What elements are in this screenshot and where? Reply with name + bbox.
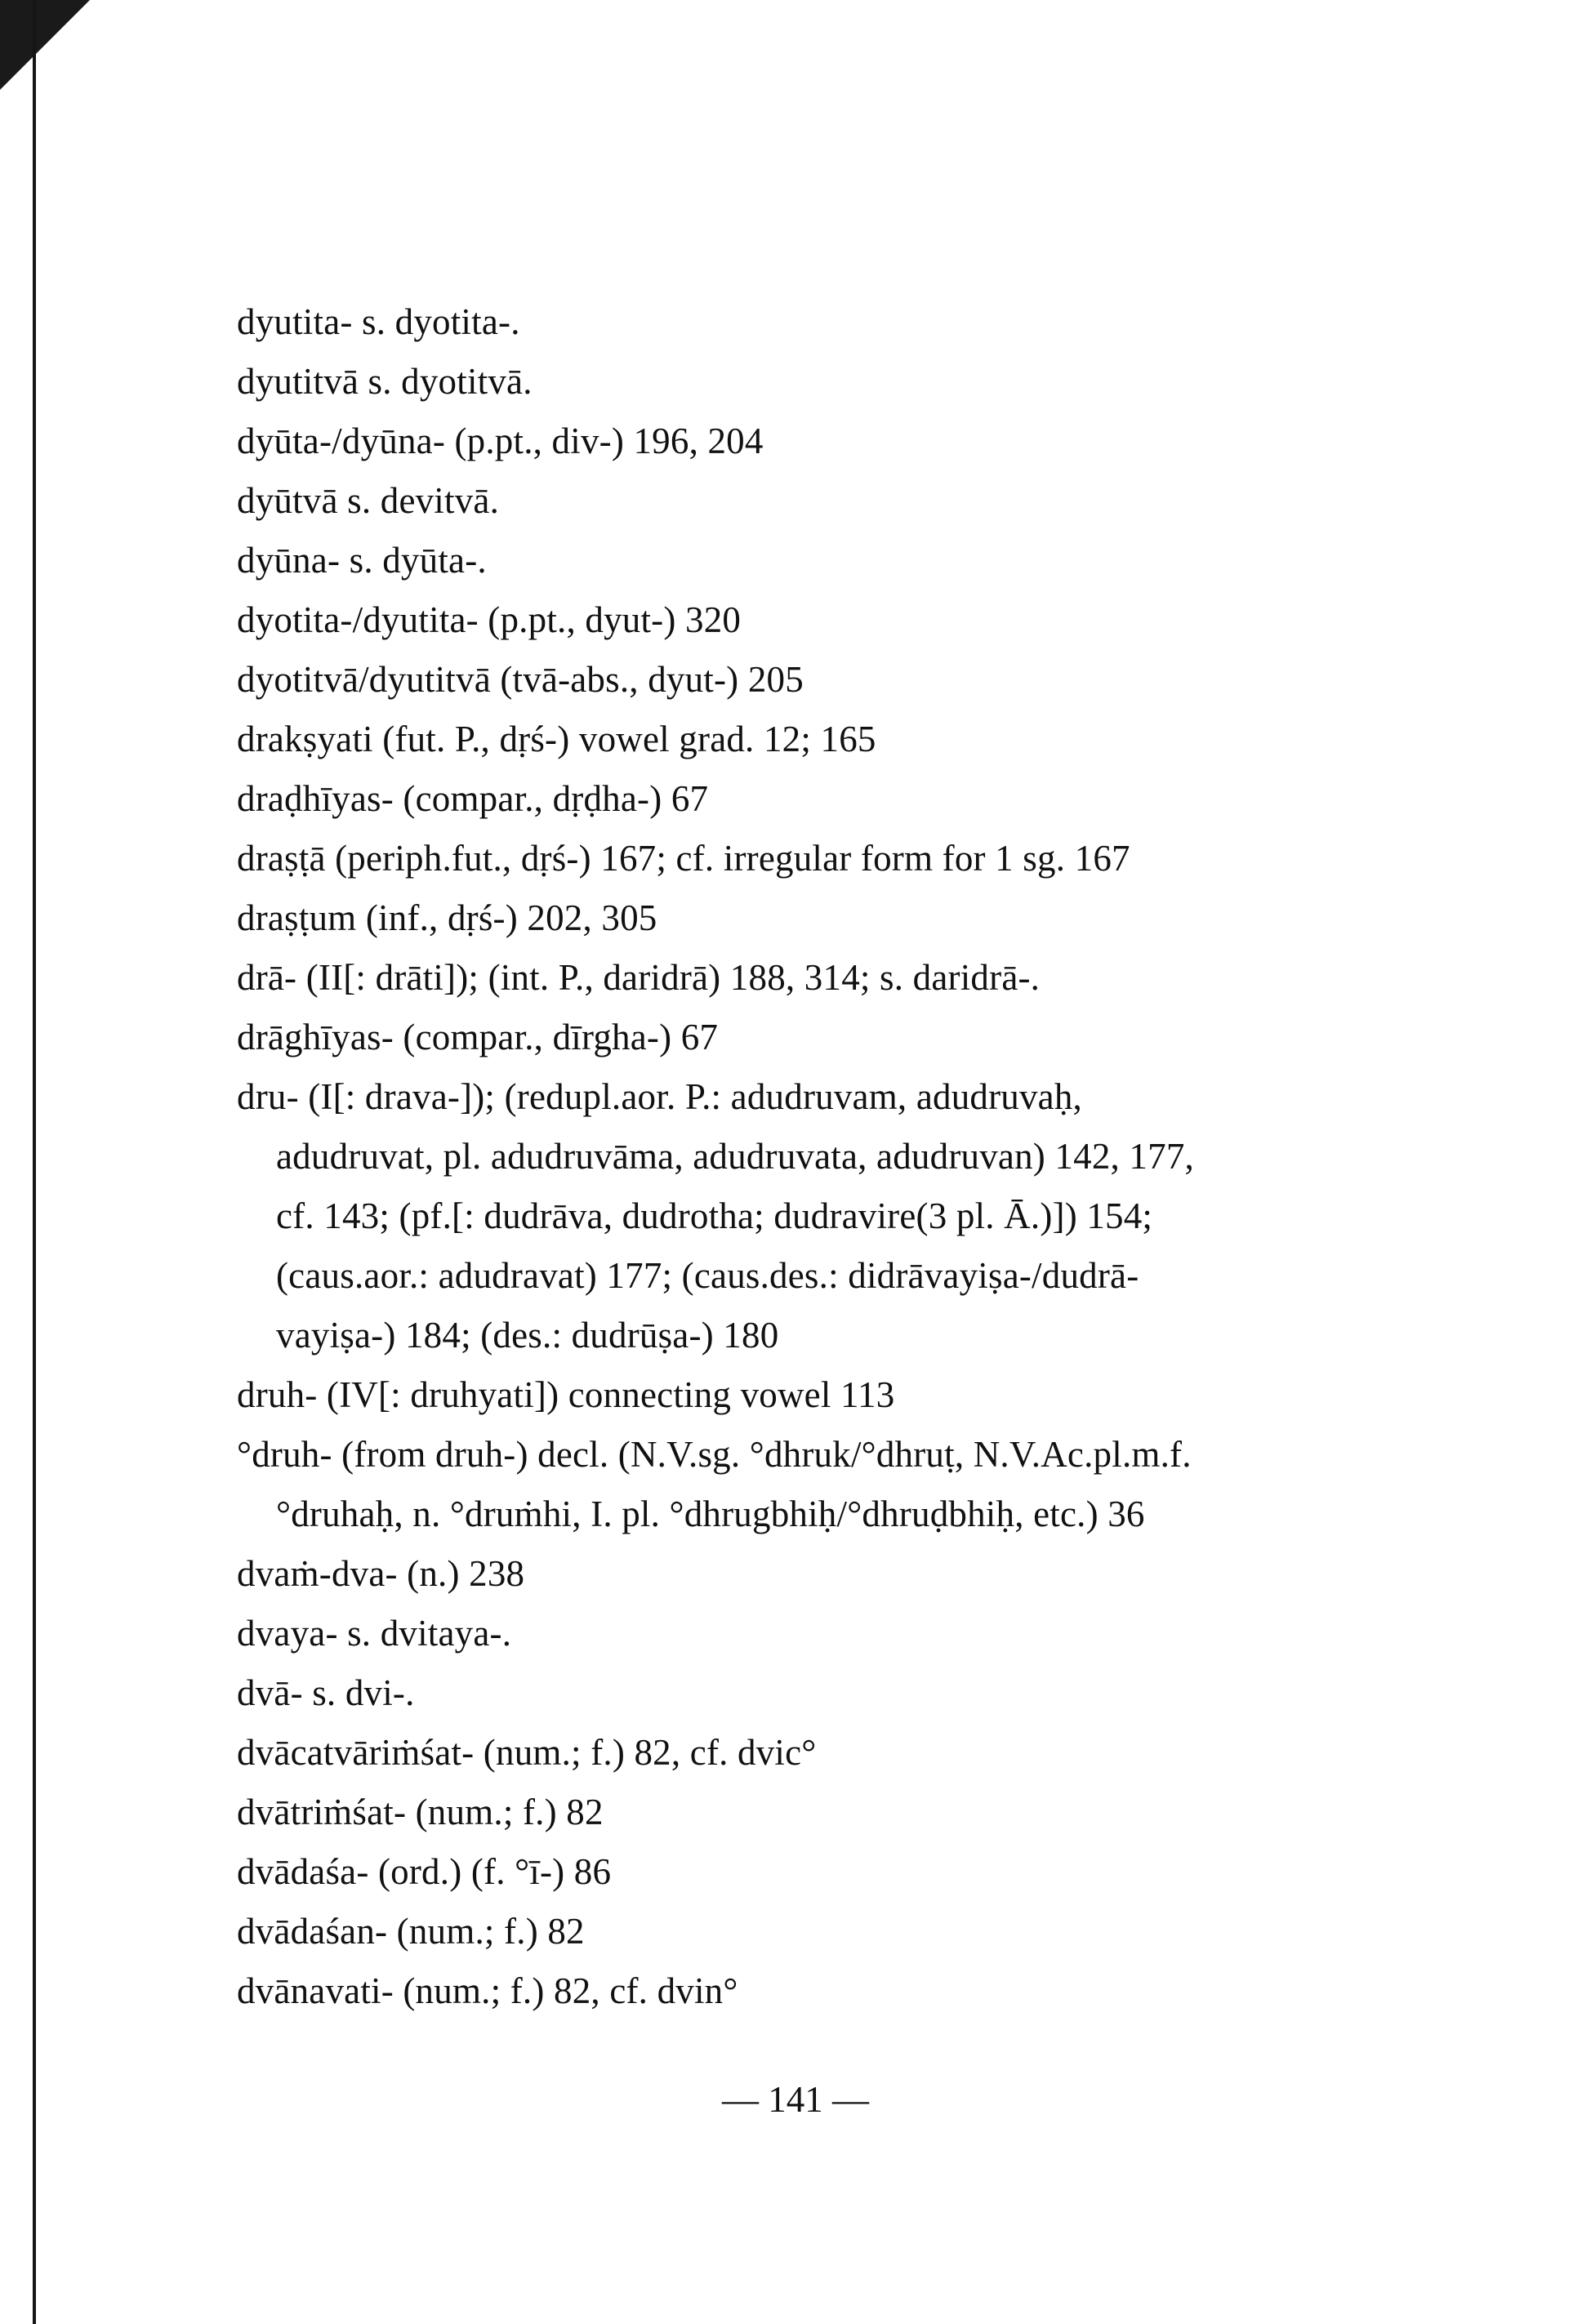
index-entry: dyutita- s. dyotita-. <box>237 301 520 342</box>
page-number: — 141 — <box>722 2079 869 2120</box>
index-entry-list <box>237 292 1397 2021</box>
index-entry: dyūta-/dyūna- (p.pt., div-) 196, 204 <box>237 421 764 461</box>
index-entry: dvā- s. dvi-. <box>237 1672 415 1713</box>
index-entry: drakṣyati (fut. P., dṛś-) vowel grad. 12; 165 <box>237 719 876 759</box>
index-entry: dvātriṁśat- (num.; f.) 82 <box>237 1792 604 1832</box>
index-entry-continuation: °druhaḥ, n. °druṁhi, I. pl. °dhrugbhiḥ/°dhruḍbhiḥ, etc.) 36 <box>276 1494 1145 1534</box>
index-entry: dyūtvā s. devitvā. <box>237 480 500 521</box>
index-entry: dvaya- s. dvitaya-. <box>237 1613 512 1654</box>
index-entry-continuation: cf. 143; (pf.[: dudrāva, dudrotha; dudravire(3 pl. Ā.)]) 154; <box>276 1195 1153 1236</box>
index-entry: dvādaśa- (ord.) (f. °ī-) 86 <box>237 1851 612 1892</box>
index-entry-continuation: vayiṣa-) 184; (des.: dudrūṣa-) 180 <box>276 1315 779 1356</box>
index-entry: dyotita-/dyutita- (p.pt., dyut-) 320 <box>237 599 742 640</box>
index-entry: dyotitvā/dyutitvā (tvā-abs., dyut-) 205 <box>237 659 804 700</box>
index-entry: drā- (II[: drāti]); (int. P., daridrā) 188, 314; s. daridrā-. <box>237 957 1041 998</box>
index-entry: druh- (IV[: druhyati]) connecting vowel 113 <box>237 1374 895 1415</box>
index-entry: dyutitvā s. dyotitvā. <box>237 361 533 402</box>
binding-edge <box>33 0 36 2324</box>
index-entry: draṣṭā (periph.fut., dṛś-) 167; cf. irregular form for 1 sg. 167 <box>237 838 1130 879</box>
index-entry: dvādaśan- (num.; f.) 82 <box>237 1911 585 1952</box>
index-entry-continuation: (caus.aor.: adudravat) 177; (caus.des.: didrāvayiṣa-/dudrā- <box>276 1255 1139 1296</box>
index-entry: dvācatvāriṁśat- (num.; f.) 82, cf. dvic° <box>237 1732 817 1773</box>
index-entry: drāghīyas- (compar., dīrgha-) 67 <box>237 1017 719 1057</box>
index-entry-continuation: adudruvat, pl. adudruvāma, adudruvata, adudruvan) 142, 177, <box>276 1136 1194 1177</box>
index-entry: °druh- (from druh-) decl. (N.V.sg. °dhruk/°dhruṭ, N.V.Ac.pl.m.f. <box>237 1434 1192 1475</box>
index-entry: draḍhīyas- (compar., dṛḍha-) 67 <box>237 778 709 819</box>
binding-shadow <box>0 0 90 90</box>
index-entry: dyūna- s. dyūta-. <box>237 540 487 581</box>
index-entry: dvaṁ-dva- (n.) 238 <box>237 1553 525 1594</box>
index-entry: dru- (I[: drava-]); (redupl.aor. P.: adudruvam, adudruvaḥ, <box>237 1076 1082 1117</box>
index-entry: dvānavati- (num.; f.) 82, cf. dvin° <box>237 1970 738 2011</box>
index-entry: draṣṭum (inf., dṛś-) 202, 305 <box>237 897 657 938</box>
